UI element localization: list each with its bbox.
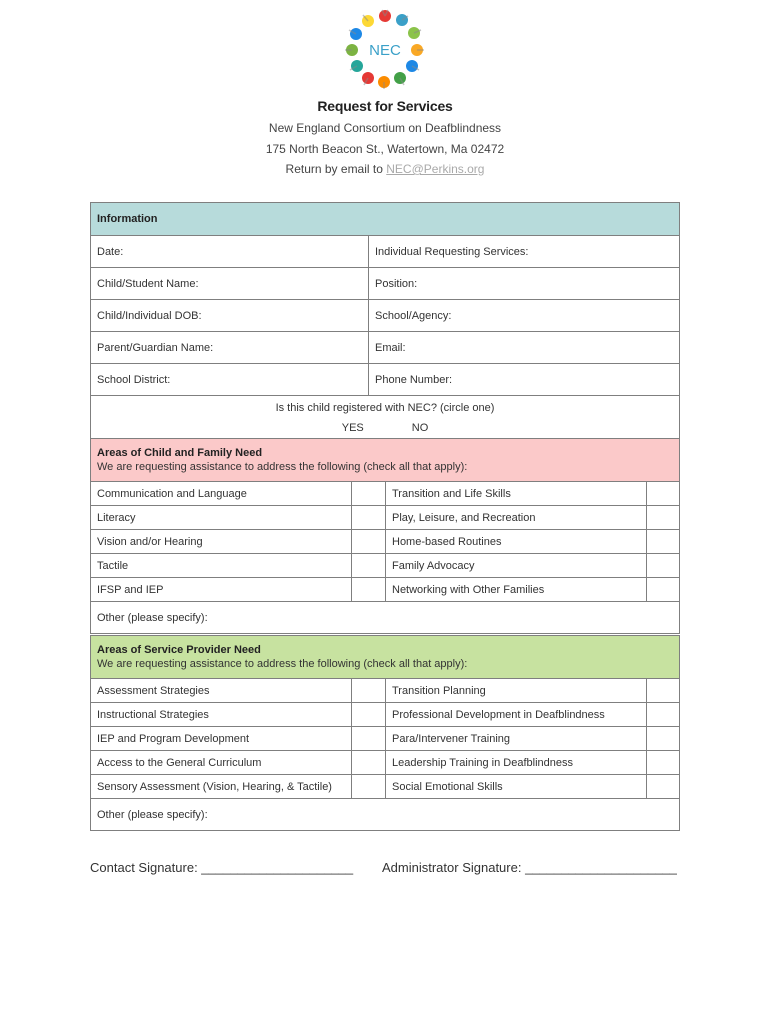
registration-question-cell bbox=[91, 396, 680, 440]
service-provider-table bbox=[90, 635, 680, 831]
service-provider-other-field[interactable]: Other (please specify): bbox=[91, 799, 680, 831]
checkbox[interactable] bbox=[352, 482, 386, 506]
school-agency-field[interactable]: School/Agency: bbox=[369, 300, 680, 332]
information-table bbox=[90, 202, 680, 440]
position-field[interactable]: Position: bbox=[369, 268, 680, 300]
administrator-signature-line[interactable]: Administrator Signature: _____________________ bbox=[382, 860, 677, 875]
list-item: Access to the General Curriculum bbox=[91, 751, 352, 775]
logo-text: NEC bbox=[369, 42, 401, 59]
list-item: Leadership Training in Deafblindness bbox=[386, 751, 647, 775]
checkbox[interactable] bbox=[352, 679, 386, 703]
checkbox[interactable] bbox=[352, 727, 386, 751]
list-item: Networking with Other Families bbox=[386, 578, 647, 602]
checkbox[interactable] bbox=[647, 554, 680, 578]
list-item: Family Advocacy bbox=[386, 554, 647, 578]
address: 175 North Beacon St., Watertown, Ma 02472 bbox=[265, 142, 505, 156]
checkbox[interactable] bbox=[352, 775, 386, 799]
list-item: Para/Intervener Training bbox=[386, 727, 647, 751]
information-heading: Information bbox=[91, 203, 680, 236]
child-family-subheading: We are requesting assistance to address the following (check all that apply): bbox=[97, 461, 468, 473]
checkbox[interactable] bbox=[647, 727, 680, 751]
checkbox[interactable] bbox=[352, 554, 386, 578]
checkbox[interactable] bbox=[352, 751, 386, 775]
checkbox[interactable] bbox=[647, 506, 680, 530]
phone-field[interactable]: Phone Number: bbox=[369, 364, 680, 396]
checkbox[interactable] bbox=[647, 530, 680, 554]
list-item: Transition Planning bbox=[386, 679, 647, 703]
nec-logo bbox=[344, 8, 426, 90]
email-link[interactable]: NEC@Perkins.org bbox=[386, 162, 485, 176]
list-item: Tactile bbox=[91, 554, 352, 578]
list-item: Literacy bbox=[91, 506, 352, 530]
list-item: Sensory Assessment (Vision, Hearing, & Tactile) bbox=[91, 775, 352, 799]
registration-question: Is this child registered with NEC? (circle one) bbox=[275, 401, 495, 414]
checkbox[interactable] bbox=[352, 578, 386, 602]
checkbox[interactable] bbox=[647, 751, 680, 775]
yes-option[interactable]: YES bbox=[341, 421, 364, 434]
return-instructions bbox=[0, 162, 770, 176]
list-item: Professional Development in Deafblindness bbox=[386, 703, 647, 727]
checkbox[interactable] bbox=[352, 530, 386, 554]
list-item: Instructional Strategies bbox=[91, 703, 352, 727]
checkbox[interactable] bbox=[352, 506, 386, 530]
return-prefix: Return by email to bbox=[285, 162, 387, 176]
child-family-table bbox=[90, 438, 680, 634]
list-item: Vision and/or Hearing bbox=[91, 530, 352, 554]
checkbox[interactable] bbox=[352, 703, 386, 727]
list-item: IFSP and IEP bbox=[91, 578, 352, 602]
school-district-field[interactable]: School District: bbox=[91, 364, 369, 396]
page-title: Request for Services bbox=[317, 98, 453, 114]
checkbox[interactable] bbox=[647, 578, 680, 602]
contact-signature-line[interactable]: Contact Signature: _____________________ bbox=[90, 860, 354, 875]
dob-field[interactable]: Child/Individual DOB: bbox=[91, 300, 369, 332]
list-item: IEP and Program Development bbox=[91, 727, 352, 751]
checkbox[interactable] bbox=[647, 679, 680, 703]
list-item: Transition and Life Skills bbox=[386, 482, 647, 506]
list-item: Communication and Language bbox=[91, 482, 352, 506]
child-name-field[interactable]: Child/Student Name: bbox=[91, 268, 369, 300]
service-provider-heading: Areas of Service Provider Need We are requesting assistance to address the following (check all that apply): bbox=[91, 636, 680, 679]
child-family-other-field[interactable]: Other (please specify): bbox=[91, 602, 680, 634]
checkbox[interactable] bbox=[647, 703, 680, 727]
service-provider-subheading: We are requesting assistance to address the following (check all that apply): bbox=[97, 658, 468, 670]
checkbox[interactable] bbox=[647, 775, 680, 799]
checkbox[interactable] bbox=[647, 482, 680, 506]
email-field[interactable]: Email: bbox=[369, 332, 680, 364]
child-family-heading: Areas of Child and Family Need We are requesting assistance to address the following (check all that apply): bbox=[91, 439, 680, 482]
date-field[interactable]: Date: bbox=[91, 236, 369, 268]
no-option[interactable]: NO bbox=[411, 421, 429, 434]
guardian-name-field[interactable]: Parent/Guardian Name: bbox=[91, 332, 369, 364]
list-item: Play, Leisure, and Recreation bbox=[386, 506, 647, 530]
list-item: Assessment Strategies bbox=[91, 679, 352, 703]
organization-name: New England Consortium on Deafblindness bbox=[268, 121, 502, 135]
list-item: Home-based Routines bbox=[386, 530, 647, 554]
list-item: Social Emotional Skills bbox=[386, 775, 647, 799]
requester-field[interactable]: Individual Requesting Services: bbox=[369, 236, 680, 268]
